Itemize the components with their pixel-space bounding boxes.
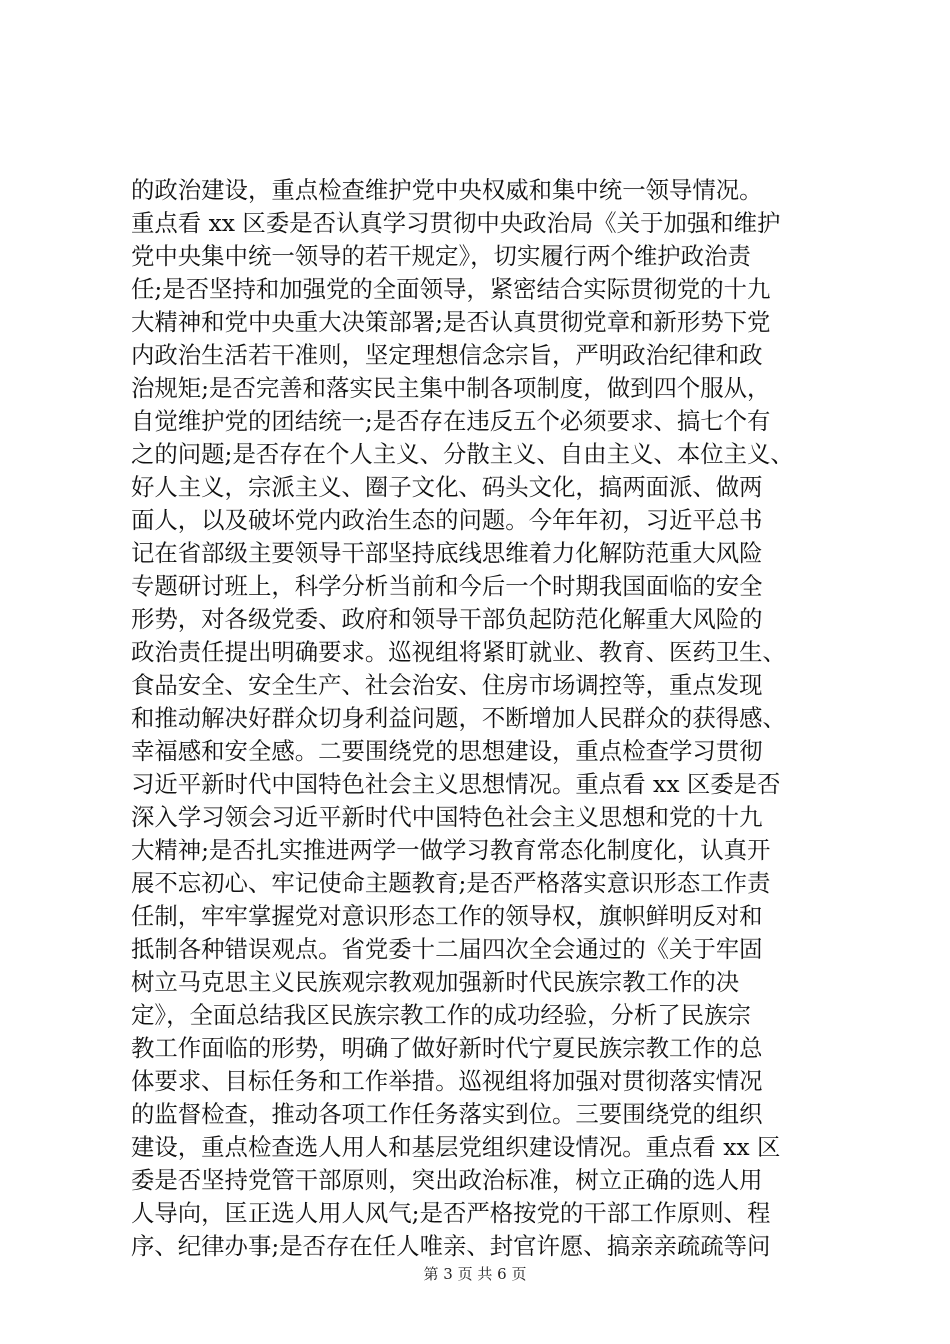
- text-line: 教工作面临的形势，明确了做好新时代宁夏民族宗教工作的总: [131, 1034, 763, 1062]
- text-line: 习近平新时代中国特色社会主义思想情况。重点看 xx 区委是否: [131, 770, 781, 798]
- text-line: 深入学习领会习近平新时代中国特色社会主义思想和党的十九: [131, 803, 763, 831]
- text-line: 大精神和党中央重大决策部署;是否认真贯彻党章和新形势下党: [131, 308, 771, 336]
- text-line: 重点看 xx 区委是否认真学习贯彻中央政治局《关于加强和维护: [131, 209, 781, 237]
- text-line: 好人主义，宗派主义、圈子文化、码头文化，搞两面派、做两: [131, 473, 763, 501]
- text-line: 体要求、目标任务和工作举措。巡视组将加强对贯彻落实情况: [131, 1067, 763, 1095]
- text-line: 治规矩;是否完善和落实民主集中制各项制度，做到四个服从，: [131, 374, 771, 402]
- text-line: 人导向，匡正选人用人风气;是否严格按党的干部工作原则、程: [131, 1199, 771, 1227]
- text-line: 和推动解决好群众切身利益问题，不断增加人民群众的获得感、: [131, 704, 786, 732]
- text-line: 面人，以及破坏党内政治生态的问题。今年年初，习近平总书: [131, 506, 763, 534]
- text-line: 幸福感和安全感。二要围绕党的思想建设，重点检查学习贯彻: [131, 737, 763, 765]
- text-line: 抵制各种错误观点。省党委十二届四次全会通过的《关于牢固: [131, 935, 763, 963]
- text-line: 任;是否坚持和加强党的全面领导，紧密结合实际贯彻党的十九: [131, 275, 771, 303]
- text-line: 专题研讨班上，科学分析当前和今后一个时期我国面临的安全: [131, 572, 763, 600]
- text-line: 食品安全、安全生产、社会治安、住房市场调控等，重点发现: [131, 671, 763, 699]
- text-line: 党中央集中统一领导的若干规定》，切实履行两个维护政治责: [131, 242, 751, 270]
- text-line: 树立马克思主义民族观宗教观加强新时代民族宗教工作的决: [131, 968, 740, 996]
- text-line: 的监督检查，推动各项工作任务落实到位。三要围绕党的组织: [131, 1100, 763, 1128]
- text-line: 记在省部级主要领导干部坚持底线思维着力化解防范重大风险: [131, 539, 763, 567]
- text-line: 政治责任提出明确要求。巡视组将紧盯就业、教育、医药卫生、: [131, 638, 786, 666]
- text-line: 自觉维护党的团结统一;是否存在违反五个必须要求、搞七个有: [131, 407, 771, 435]
- text-line: 任制，牢牢掌握党对意识形态工作的领导权，旗帜鲜明反对和: [131, 902, 763, 930]
- text-line: 委是否坚持党管干部原则，突出政治标准，树立正确的选人用: [131, 1166, 763, 1194]
- text-line: 内政治生活若干准则，坚定理想信念宗旨，严明政治纪律和政: [131, 341, 763, 369]
- text-line: 的政治建设，重点检查维护党中央权威和集中统一领导情况。: [131, 176, 763, 204]
- body-text: [131, 174, 831, 1263]
- text-line: 之的问题;是否存在个人主义、分散主义、自由主义、本位主义、: [131, 440, 794, 468]
- text-line: 形势，对各级党委、政府和领导干部负起防范化解重大风险的: [131, 605, 763, 633]
- text-line: 序、纪律办事;是否存在任人唯亲、封官许愿、搞亲亲疏疏等问: [131, 1232, 771, 1260]
- text-line: 建设，重点检查选人用人和基层党组织建设情况。重点看 xx 区: [131, 1133, 781, 1161]
- page-number-footer: 第 3 页 共 6 页: [423, 1265, 527, 1283]
- text-line: 大精神;是否扎实推进两学一做学习教育常态化制度化，认真开: [131, 836, 771, 864]
- text-line: 定》，全面总结我区民族宗教工作的成功经验，分析了民族宗: [131, 1001, 751, 1029]
- text-line: 展不忘初心、牢记使命主题教育;是否严格落实意识形态工作责: [131, 869, 771, 897]
